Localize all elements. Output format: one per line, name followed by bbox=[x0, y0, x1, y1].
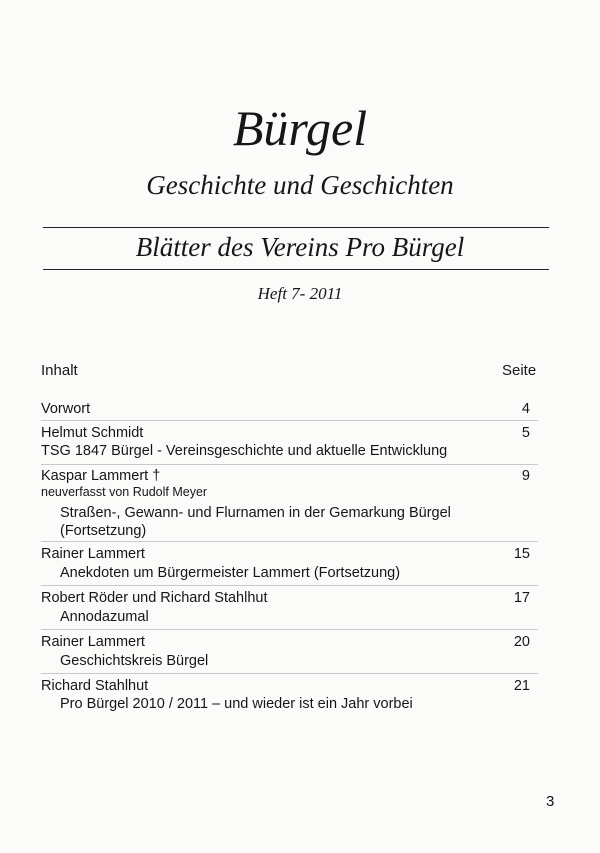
toc-page-number: 20 bbox=[513, 634, 530, 650]
toc-author: Rainer Lammert bbox=[41, 546, 145, 562]
series-title: Blätter des Vereins Pro Bürgel bbox=[135, 232, 465, 262]
toc-separator bbox=[41, 464, 538, 465]
divider-bottom bbox=[43, 269, 549, 270]
divider-top bbox=[43, 227, 549, 228]
toc-separator bbox=[41, 585, 538, 586]
toc-article-title-continued: (Fortsetzung) bbox=[60, 523, 147, 539]
page-column-heading: Seite bbox=[502, 362, 537, 379]
page-number: 3 bbox=[546, 793, 555, 810]
toc-entry-roeder-stahlhut bbox=[41, 589, 538, 607]
toc-separator bbox=[41, 673, 538, 674]
toc-article-title: Pro Bürgel 2010 / 2011 – und wieder ist ein Jahr vorbei bbox=[60, 696, 413, 712]
issue-label: Heft 7- 2011 bbox=[257, 284, 343, 303]
page-subtitle: Geschichte und Geschichten bbox=[146, 170, 454, 200]
toc-page-number: 17 bbox=[513, 590, 530, 606]
toc-separator bbox=[41, 629, 538, 630]
toc-page-number: 5 bbox=[521, 425, 530, 441]
toc-page-number: 4 bbox=[521, 401, 530, 417]
toc-author: Kaspar Lammert † bbox=[41, 468, 161, 484]
toc-entry-stahlhut bbox=[41, 677, 538, 695]
toc-separator bbox=[41, 541, 538, 542]
toc-author: Helmut Schmidt bbox=[41, 425, 144, 441]
page-title: Bürgel bbox=[232, 100, 368, 156]
toc-article-title: Straßen-, Gewann- und Flurnamen in der Gemarkung Bürgel bbox=[60, 505, 451, 521]
toc-page-number: 15 bbox=[513, 546, 530, 562]
toc-article-title: TSG 1847 Bürgel - Vereinsgeschichte und aktuelle Entwicklung bbox=[41, 443, 448, 459]
toc-entry-schmidt bbox=[41, 424, 538, 442]
toc-article-title: Geschichtskreis Bürgel bbox=[60, 653, 209, 669]
toc-entry-rainer-lammert-1 bbox=[41, 545, 538, 563]
toc-author: Richard Stahlhut bbox=[41, 678, 149, 694]
toc-separator bbox=[41, 420, 538, 421]
toc-page-number: 21 bbox=[513, 678, 530, 694]
contents-heading: Inhalt bbox=[41, 362, 78, 379]
toc-author: Robert Röder und Richard Stahlhut bbox=[41, 590, 268, 606]
toc-article-title: Annodazumal bbox=[60, 609, 149, 625]
toc-entry-kaspar-lammert bbox=[41, 467, 538, 485]
toc-entry-rainer-lammert-2 bbox=[41, 633, 538, 651]
toc-author-note: neuverfasst von Rudolf Meyer bbox=[41, 485, 208, 499]
toc-page-number: 9 bbox=[521, 468, 530, 484]
toc-article-title: Anekdoten um Bürgermeister Lammert (Fortsetzung) bbox=[60, 565, 401, 581]
toc-author: Rainer Lammert bbox=[41, 634, 145, 650]
toc-author: Vorwort bbox=[41, 401, 91, 417]
toc-entry-foreword bbox=[41, 400, 538, 418]
